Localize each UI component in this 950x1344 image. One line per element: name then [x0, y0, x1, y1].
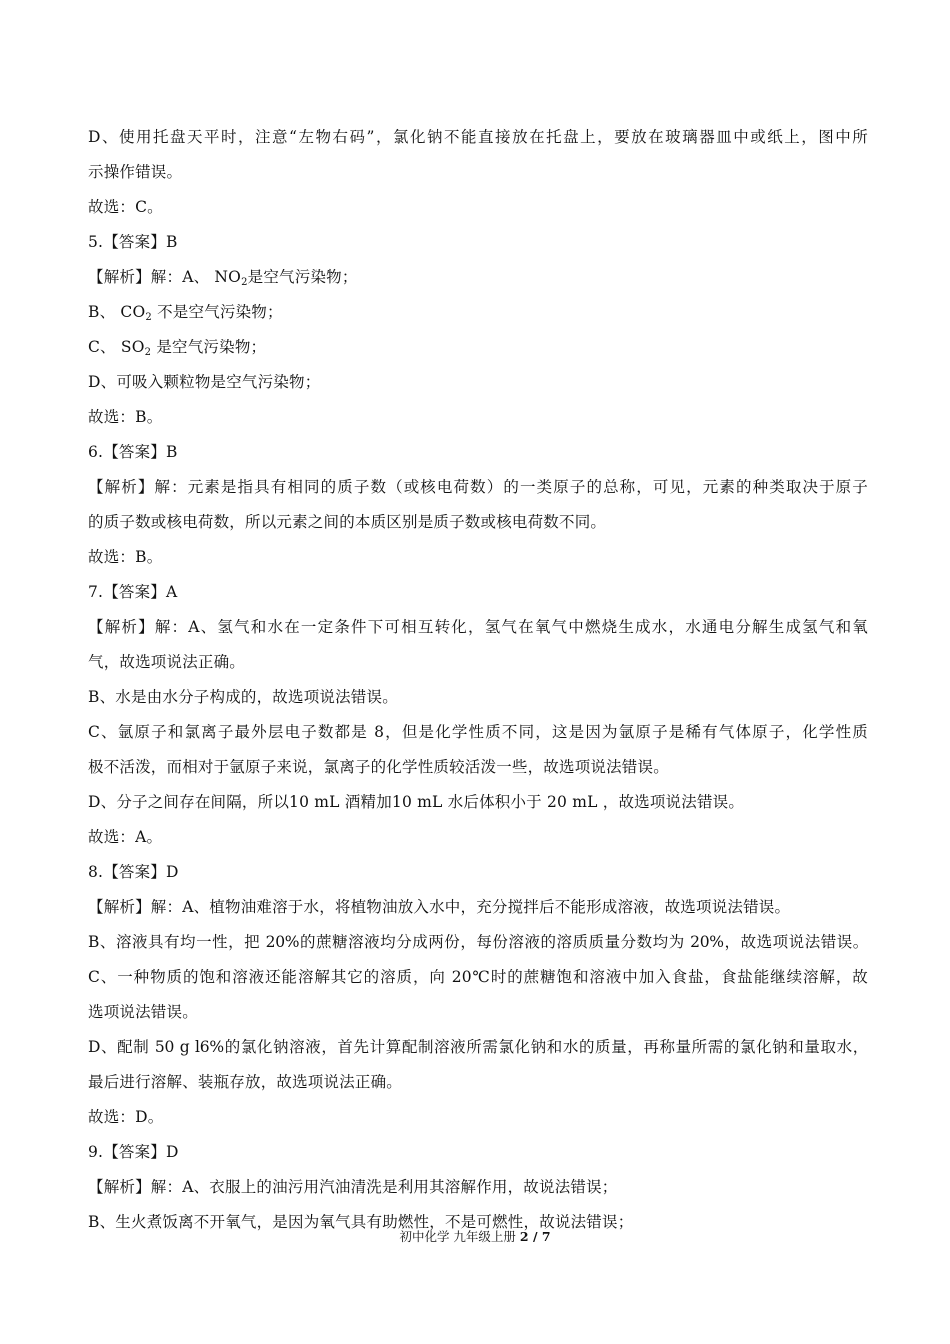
text-line: 最后进行溶解、装瓶存放，故选项说法正确。	[88, 1073, 403, 1091]
question-6-answer: 6.【答案】B	[88, 443, 178, 461]
text-line: C、一种物质的饱和溶液还能溶解其它的溶质，向 20℃时的蔗糖饱和溶液中加入食盐，食盐能继续溶解，故	[88, 968, 868, 986]
text-line: 【解析】解：A、植物油难溶于水，将植物油放入水中，充分搅拌后不能形成溶液，故选项说法错误。	[88, 898, 791, 916]
text-line: 故选：B。	[88, 548, 163, 566]
page-footer	[0, 1227, 950, 1247]
text-line: C、氩原子和氯离子最外层电子数都是 8，但是化学性质不同，这是因为氩原子是稀有气体原子，化学性质	[88, 723, 868, 741]
text-line: 【解析】解：元素是指具有相同的质子数（或核电荷数）的一类原子的总称，可见，元素的种类取决于原子	[88, 478, 868, 496]
text-line: C、 $SO_2$ 是空气污染物；	[88, 338, 267, 358]
question-9-answer: 9.【答案】D	[88, 1143, 179, 1161]
text-line: 示操作错误。	[88, 163, 183, 181]
text-line: B、 $CO_2$ 不是空气污染物；	[88, 303, 283, 323]
text-line: 【解析】解：A、 $NO_2$是空气污染物；	[88, 268, 358, 288]
text-line: D、可吸入颗粒物是空气污染物；	[88, 373, 321, 391]
text-line: 极不活泼，而相对于氩原子来说，氯离子的化学性质较活泼一些，故选项说法错误。	[88, 758, 669, 776]
text-line: 【解析】解：A、衣服上的油污用汽油清洗是利用其溶解作用，故说法错误；	[88, 1178, 618, 1196]
text-line: 的质子数或核电荷数，所以元素之间的本质区别是质子数或核电荷数不同。	[88, 513, 607, 531]
text-line: D、分子之间存在间隔，所以10 mL 酒精加10 mL 水后体积小于 20 mL ，故选项说法错误。	[88, 793, 745, 811]
footer-text: 初中化学 九年级上册	[399, 1229, 520, 1244]
text-line: 选项说法错误。	[88, 1003, 198, 1021]
text-line: D、使用托盘天平时，注意“左物右码”，氯化钠不能直接放在托盘上，要放在玻璃器皿中或纸上，图中所	[88, 128, 868, 146]
text-line: 气，故选项说法正确。	[88, 653, 246, 671]
question-5-answer: 5.【答案】B	[88, 233, 178, 251]
text-line: 故选：B。	[88, 408, 163, 426]
text-line: B、水是由水分子构成的，故选项说法错误。	[88, 688, 398, 706]
text-line: 故选：D。	[88, 1108, 164, 1126]
question-8-answer: 8.【答案】D	[88, 863, 179, 881]
text-line: B、生火煮饭离不开氧气，是因为氧气具有助燃性，不是可燃性，故说法错误；	[88, 1213, 634, 1231]
answer-explanations	[88, 120, 868, 1240]
page-number: 2 / 7	[519, 1229, 551, 1244]
text-line: 【解析】解：A、氢气和水在一定条件下可相互转化，氢气在氧气中燃烧生成水，水通电分解生成氢气和氧	[88, 618, 868, 636]
text-line: B、溶液具有均一性，把 20%的蔗糖溶液均分成两份，每份溶液的溶质质量分数均为 20%，故选项说法错误。	[88, 933, 868, 951]
text-line: 故选：C。	[88, 198, 163, 216]
question-7-answer: 7.【答案】A	[88, 583, 178, 601]
text-line: 故选：A。	[88, 828, 163, 846]
text-line: D、配制 50 g l6%的氯化钠溶液，首先计算配制溶液所需氯化钠和水的质量，再称量所需的氯化钠和量取水，	[88, 1038, 868, 1056]
